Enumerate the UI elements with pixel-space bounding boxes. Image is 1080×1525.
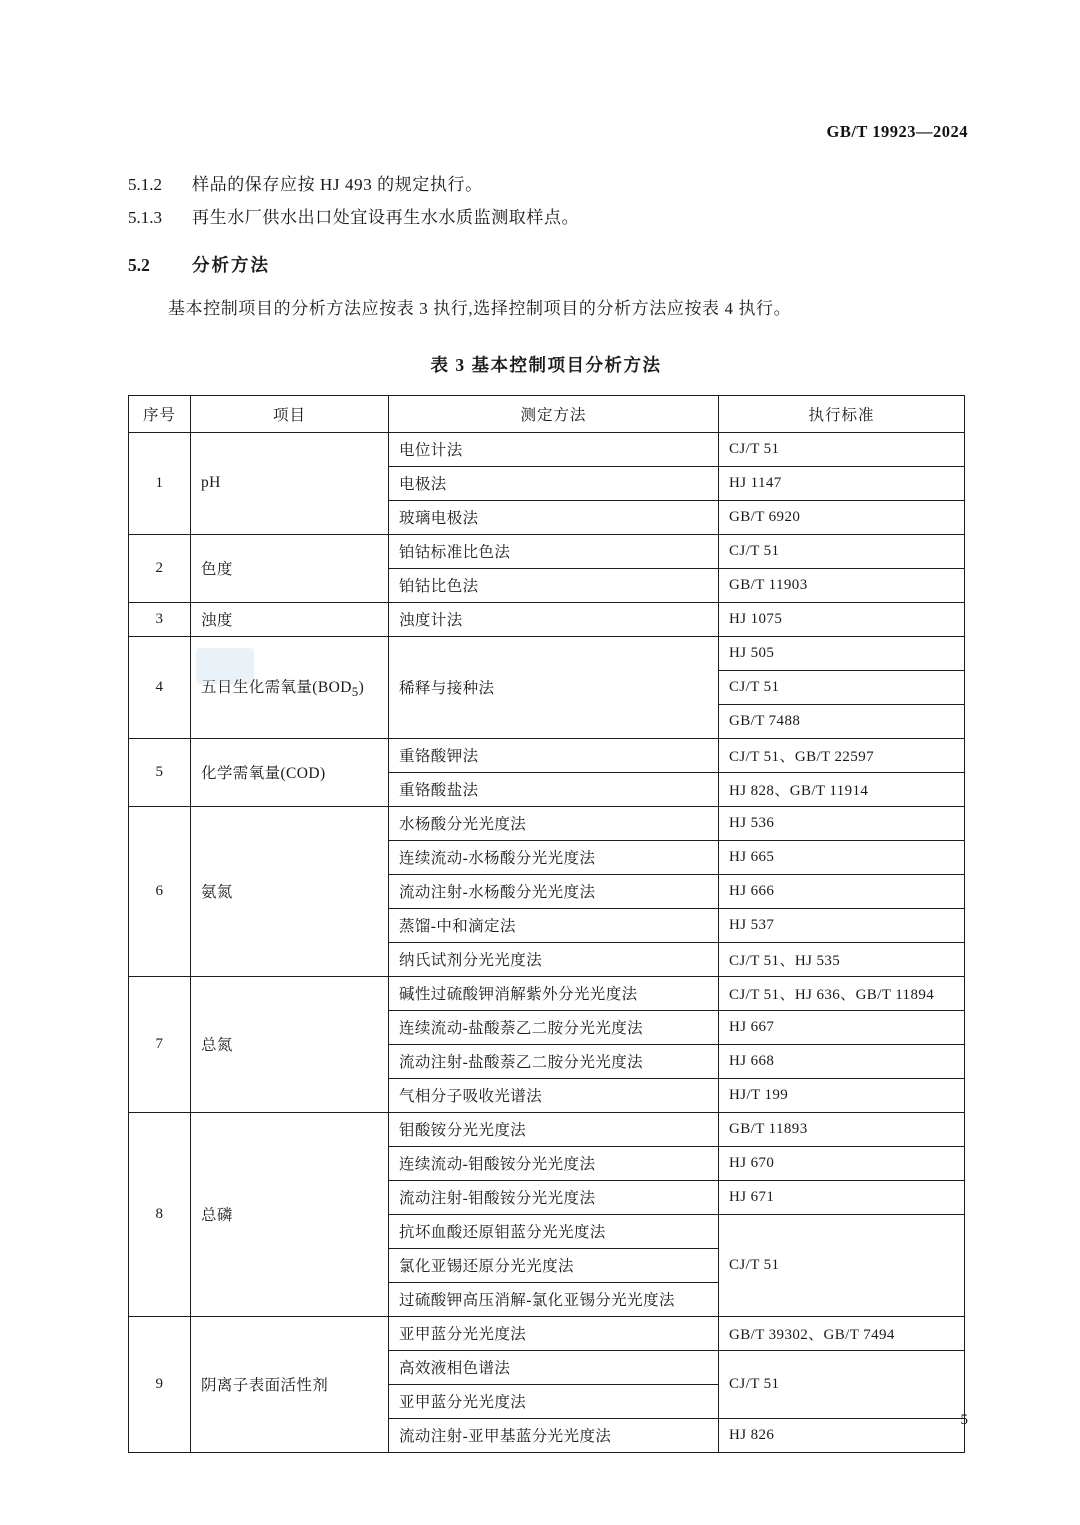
table-row <box>129 1112 965 1146</box>
cell-standard: HJ 826 <box>719 1418 965 1452</box>
cell-standard: GB/T 6920 <box>719 500 965 534</box>
cell-standard: GB/T 7488 <box>719 704 965 738</box>
cell-standard: HJ 537 <box>719 908 965 942</box>
cell-method: 重铬酸钾法 <box>389 738 719 772</box>
cell-no: 1 <box>129 432 191 534</box>
cell-no: 2 <box>129 534 191 602</box>
table-row <box>129 738 965 772</box>
cell-standard: HJ 828、GB/T 11914 <box>719 772 965 806</box>
page-number: 5 <box>960 1412 968 1428</box>
cell-method: 浊度计法 <box>389 602 719 636</box>
table-row <box>129 602 965 636</box>
cell-method: 抗坏血酸还原钼蓝分光光度法 <box>389 1214 719 1248</box>
cell-standard: CJ/T 51 <box>719 432 965 466</box>
cell-no: 3 <box>129 602 191 636</box>
cell-item: pH <box>191 432 389 534</box>
cell-standard: CJ/T 51、GB/T 22597 <box>719 738 965 772</box>
cell-method: 流动注射-水杨酸分光光度法 <box>389 874 719 908</box>
cell-standard: HJ 505 <box>719 636 965 670</box>
table-row <box>129 636 965 670</box>
table-row <box>129 806 965 840</box>
cell-method: 亚甲蓝分光光度法 <box>389 1384 719 1418</box>
cell-standard: HJ 671 <box>719 1180 965 1214</box>
section-title: 分析方法 <box>192 255 270 276</box>
cell-method: 纳氏试剂分光光度法 <box>389 942 719 976</box>
cell-method: 气相分子吸收光谱法 <box>389 1078 719 1112</box>
table-row <box>129 976 965 1010</box>
cell-method: 水杨酸分光光度法 <box>389 806 719 840</box>
cell-standard: HJ 670 <box>719 1146 965 1180</box>
section-heading-5-2 <box>128 252 964 277</box>
cell-method: 玻璃电极法 <box>389 500 719 534</box>
cell-method: 连续流动-钼酸铵分光光度法 <box>389 1146 719 1180</box>
cell-method: 钼酸铵分光光度法 <box>389 1112 719 1146</box>
clause-number: 5.1.2 <box>128 175 162 194</box>
table-caption: 表 3 基本控制项目分析方法 <box>430 354 662 375</box>
cell-no: 8 <box>129 1112 191 1316</box>
cell-item: 浊度 <box>191 602 389 636</box>
cell-no: 6 <box>129 806 191 976</box>
cell-item: 总氮 <box>191 976 389 1112</box>
cell-no: 9 <box>129 1316 191 1452</box>
column-header-no: 序号 <box>129 395 191 432</box>
clause-5-1-2 <box>128 168 964 201</box>
cell-method: 连续流动-水杨酸分光光度法 <box>389 840 719 874</box>
table-row <box>129 1316 965 1350</box>
cell-item: 色度 <box>191 534 389 602</box>
cell-standard: CJ/T 51 <box>719 534 965 568</box>
column-header-method: 测定方法 <box>389 395 719 432</box>
cell-standard: GB/T 11893 <box>719 1112 965 1146</box>
cell-method: 连续流动-盐酸萘乙二胺分光光度法 <box>389 1010 719 1044</box>
clause-text: 样品的保存应按 HJ 493 的规定执行。 <box>192 175 483 194</box>
cell-method: 铂钴标准比色法 <box>389 534 719 568</box>
cell-standard: HJ/T 199 <box>719 1078 965 1112</box>
cell-standard: HJ 1075 <box>719 602 965 636</box>
cell-method: 流动注射-亚甲基蓝分光光度法 <box>389 1418 719 1452</box>
cell-method: 碱性过硫酸钾消解紫外分光光度法 <box>389 976 719 1010</box>
cell-no: 5 <box>129 738 191 806</box>
clause-5-1-3 <box>128 201 964 234</box>
cell-method: 流动注射-盐酸萘乙二胺分光光度法 <box>389 1044 719 1078</box>
cell-no: 7 <box>129 976 191 1112</box>
cell-item: 总磷 <box>191 1112 389 1316</box>
cell-no: 4 <box>129 636 191 738</box>
cell-standard: HJ 665 <box>719 840 965 874</box>
cell-standard: GB/T 39302、GB/T 7494 <box>719 1316 965 1350</box>
cell-standard: HJ 666 <box>719 874 965 908</box>
cell-standard: HJ 1147 <box>719 466 965 500</box>
cell-method: 高效液相色谱法 <box>389 1350 719 1384</box>
cell-standard: HJ 667 <box>719 1010 965 1044</box>
column-header-standard: 执行标准 <box>719 395 965 432</box>
cell-item: 阴离子表面活性剂 <box>191 1316 389 1452</box>
cell-method: 重铬酸盐法 <box>389 772 719 806</box>
cell-standard: CJ/T 51、HJ 535 <box>719 942 965 976</box>
table-header-row <box>129 395 965 432</box>
table-row <box>129 432 965 466</box>
cell-method: 稀释与接种法 <box>389 636 719 738</box>
cell-standard: GB/T 11903 <box>719 568 965 602</box>
cell-item: 氨氮 <box>191 806 389 976</box>
document-body <box>128 168 964 1453</box>
cell-method: 流动注射-钼酸铵分光光度法 <box>389 1180 719 1214</box>
cell-standard: CJ/T 51、HJ 636、GB/T 11894 <box>719 976 965 1010</box>
cell-method: 蒸馏-中和滴定法 <box>389 908 719 942</box>
cell-method: 电极法 <box>389 466 719 500</box>
cell-standard: CJ/T 51 <box>719 1214 965 1316</box>
page-header-standard-code: GB/T 19923—2024 <box>826 122 968 141</box>
cell-item: 化学需氧量(COD) <box>191 738 389 806</box>
cell-method: 过硫酸钾高压消解-氯化亚锡分光光度法 <box>389 1282 719 1316</box>
section-paragraph: 基本控制项目的分析方法应按表 3 执行,选择控制项目的分析方法应按表 4 执行。 <box>168 299 792 319</box>
cell-method: 氯化亚锡还原分光光度法 <box>389 1248 719 1282</box>
section-number: 5.2 <box>128 255 150 276</box>
cell-method: 电位计法 <box>389 432 719 466</box>
column-header-item: 项目 <box>191 395 389 432</box>
clause-text: 再生水厂供水出口处宜设再生水水质监测取样点。 <box>192 208 580 228</box>
cell-standard: CJ/T 51 <box>719 670 965 704</box>
table-row <box>129 534 965 568</box>
cell-method: 铂钴比色法 <box>389 568 719 602</box>
cell-standard: CJ/T 51 <box>719 1350 965 1418</box>
cell-item: 五日生化需氧量$(BOD_5)$ <box>191 636 389 738</box>
cell-standard: HJ 536 <box>719 806 965 840</box>
cell-method: 亚甲蓝分光光度法 <box>389 1316 719 1350</box>
cell-standard: HJ 668 <box>719 1044 965 1078</box>
table-basic-control-items <box>128 395 965 1453</box>
clause-number: 5.1.3 <box>128 208 162 228</box>
